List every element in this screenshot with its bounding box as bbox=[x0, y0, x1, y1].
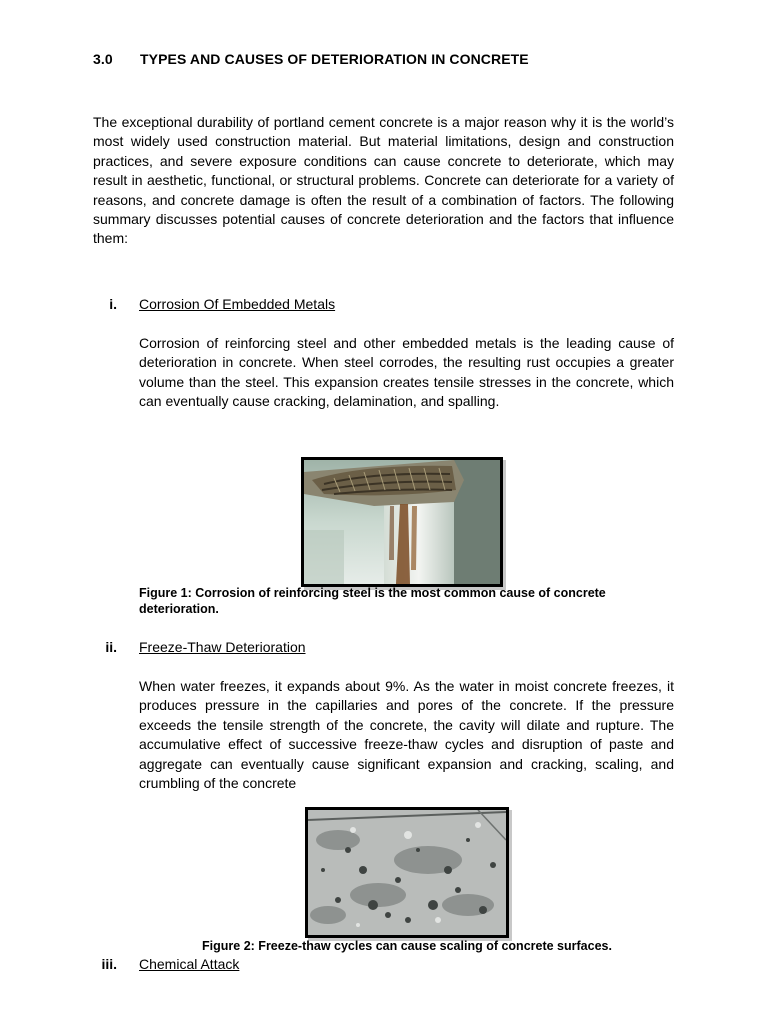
heading-number: 3.0 bbox=[93, 51, 113, 67]
heading-title: TYPES AND CAUSES OF DETERIORATION IN CONCRETE bbox=[140, 51, 529, 67]
figure-2-caption: Figure 2: Freeze-thaw cycles can cause scaling of concrete surfaces. bbox=[202, 939, 612, 953]
section-number-i: i. bbox=[109, 296, 117, 312]
section-number-ii: ii. bbox=[105, 639, 117, 655]
figure-2-scaling-photo bbox=[305, 807, 509, 938]
corrosion-image bbox=[304, 460, 500, 584]
figure-1-caption: Figure 1: Corrosion of reinforcing steel is the most common cause of concrete deterioration. bbox=[139, 586, 606, 616]
section-title-chemical-attack: Chemical Attack bbox=[139, 956, 240, 972]
figure-1-corrosion-photo bbox=[301, 457, 503, 587]
scaling-image bbox=[308, 810, 506, 935]
section-number-iii: iii. bbox=[101, 956, 117, 972]
section-title-freeze-thaw: Freeze-Thaw Deterioration bbox=[139, 639, 306, 655]
intro-paragraph: The exceptional durability of portland cement concrete is a major reason why it is the world’s most widely used construction material. But material limitations, design and construction practices, and severe exposure conditions can cause concrete to deteriorate, which may result in aesthetic, functional, or structural problems. Concrete can deteriorate for a variety of reasons, and concrete damage is often the result of a combination of factors. The following summary discusses potential causes of concrete deterioration and the factors that influence them: bbox=[93, 114, 674, 247]
freeze-thaw-paragraph: When water freezes, it expands about 9%. As the water in moist concrete freezes, it produces pressure in the capillaries and pores of the concrete. If the pressure exceeds the tensile strength of the concrete, the cavity will dilate and rupture. The accumulative effect of successive freeze-thaw cycles and disruption of paste and aggregate can eventually cause significant expansion and cracking, scaling, and crumbling of the concrete bbox=[139, 678, 674, 792]
section-title-corrosion: Corrosion Of Embedded Metals bbox=[139, 296, 336, 312]
corrosion-paragraph: Corrosion of reinforcing steel and other embedded metals is the leading cause of deterioration in concrete. When steel corrodes, the resulting rust occupies a greater volume than the steel. This expansion creates tensile stresses in the concrete, which can eventually cause cracking, delamination, and spalling. bbox=[139, 335, 674, 410]
